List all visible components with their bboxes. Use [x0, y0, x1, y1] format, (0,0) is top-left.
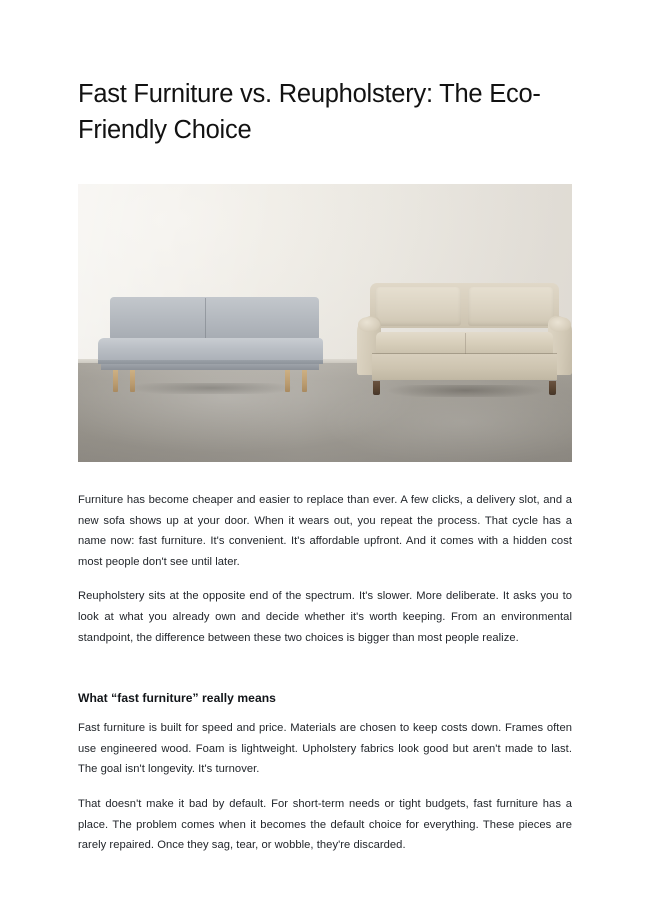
- beige-sofa-arm-roll: [358, 317, 379, 332]
- grey-sofa-back-cushions: [110, 297, 319, 339]
- beige-sofa-base: [372, 354, 557, 380]
- beige-sofa-leg: [373, 381, 380, 396]
- grey-sofa-leg: [130, 370, 135, 392]
- beige-sofa-arm-roll: [549, 317, 570, 332]
- beige-sofa-shadow: [361, 385, 569, 397]
- grey-sofa-leg: [113, 370, 118, 392]
- grey-sofa-seat-cushion: [98, 338, 323, 362]
- article-content: [78, 0, 572, 852]
- grey-sofa-frame: [101, 364, 319, 371]
- hero-photo-sofas-comparison: [78, 184, 572, 462]
- section-heading-fast-furniture: What “fast furniture” really means: [78, 691, 276, 706]
- beige-sofa-back-cushion: [468, 287, 554, 326]
- grey-modern-sofa: [98, 297, 323, 393]
- article-body: [78, 490, 572, 856]
- page-title: Fast Furniture vs. Reupholstery: The Eco-Friendly Choice: [78, 80, 541, 144]
- grey-sofa-back-seam: [205, 298, 207, 338]
- beige-traditional-sofa: [357, 283, 572, 396]
- section-paragraph-2: That doesn't make it bad by default. For short-term needs or tight budgets, fast furniture has a place. The problem comes when it becomes the default choice for everything. These pieces are rarely repaired. Once they sag, tear, or wobble, they're discarded.: [78, 797, 572, 852]
- intro-paragraph-2: Reupholstery sits at the opposite end of the spectrum. It's slower. More deliberate. It asks you to look at what you already own and decide whether it's worth keeping. From an environmental standpoint, the difference between these two choices is bigger than most people realize.: [78, 590, 572, 644]
- grey-sofa-leg: [302, 370, 307, 392]
- section-paragraph-1: Fast furniture is built for speed and price. Materials are chosen to keep costs down. Frames often use engineered wood. Foam is lightweight. Upholstery fabrics look good but aren't made to last. The goal isn't longevity. It's turnover.: [78, 722, 572, 776]
- beige-sofa-leg: [549, 381, 556, 396]
- hero-figure: [78, 184, 572, 462]
- beige-sofa-seat-seam: [465, 333, 467, 354]
- intro-paragraph-1: Furniture has become cheaper and easier to replace than ever. A few clicks, a delivery slot, and a new sofa shows up at your door. When it wears out, you repeat the process. That cycle has a name now: fast furniture. It's convenient. It's affordable upfront. And it comes with a hidden cost most people don't see until later.: [78, 494, 572, 568]
- grey-sofa-leg: [285, 370, 290, 392]
- beige-sofa-back-cushion: [375, 287, 461, 326]
